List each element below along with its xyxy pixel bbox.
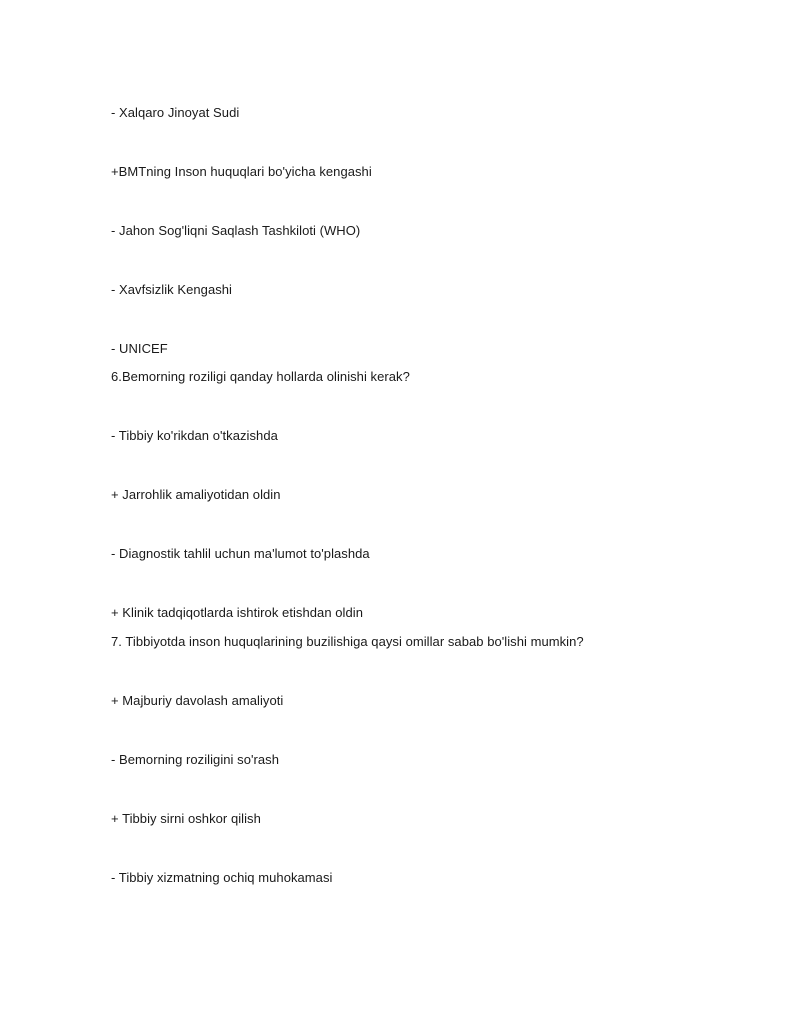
answer-option: - Bemorning roziligini so'rash bbox=[111, 752, 279, 767]
answer-option-correct: +BMTning Inson huquqlari bo'yicha kengashi bbox=[111, 164, 372, 179]
question-6: 6.Bemorning roziligi qanday hollarda olinishi kerak? bbox=[111, 369, 410, 384]
answer-option: - Tibbiy xizmatning ochiq muhokamasi bbox=[111, 870, 333, 885]
answer-option-correct: + Majburiy davolash amaliyoti bbox=[111, 693, 284, 708]
answer-option-correct: + Tibbiy sirni oshkor qilish bbox=[111, 811, 261, 826]
answer-option-correct: + Jarrohlik amaliyotidan oldin bbox=[111, 487, 281, 502]
answer-option: - UNICEF bbox=[111, 341, 168, 356]
answer-option: - Xalqaro Jinoyat Sudi bbox=[111, 105, 240, 120]
answer-option: - Xavfsizlik Kengashi bbox=[111, 282, 232, 297]
answer-option: - Jahon Sog'liqni Saqlash Tashkiloti (WHO) bbox=[111, 223, 361, 238]
answer-option: - Tibbiy ko'rikdan o'tkazishda bbox=[111, 428, 278, 443]
answer-option: - Diagnostik tahlil uchun ma'lumot to'plashda bbox=[111, 546, 370, 561]
question-7: 7. Tibbiyotda inson huquqlarining buzilishiga qaysi omillar sabab bo'lishi mumkin? bbox=[111, 634, 584, 649]
answer-option-correct: + Klinik tadqiqotlarda ishtirok etishdan oldin bbox=[111, 605, 363, 620]
